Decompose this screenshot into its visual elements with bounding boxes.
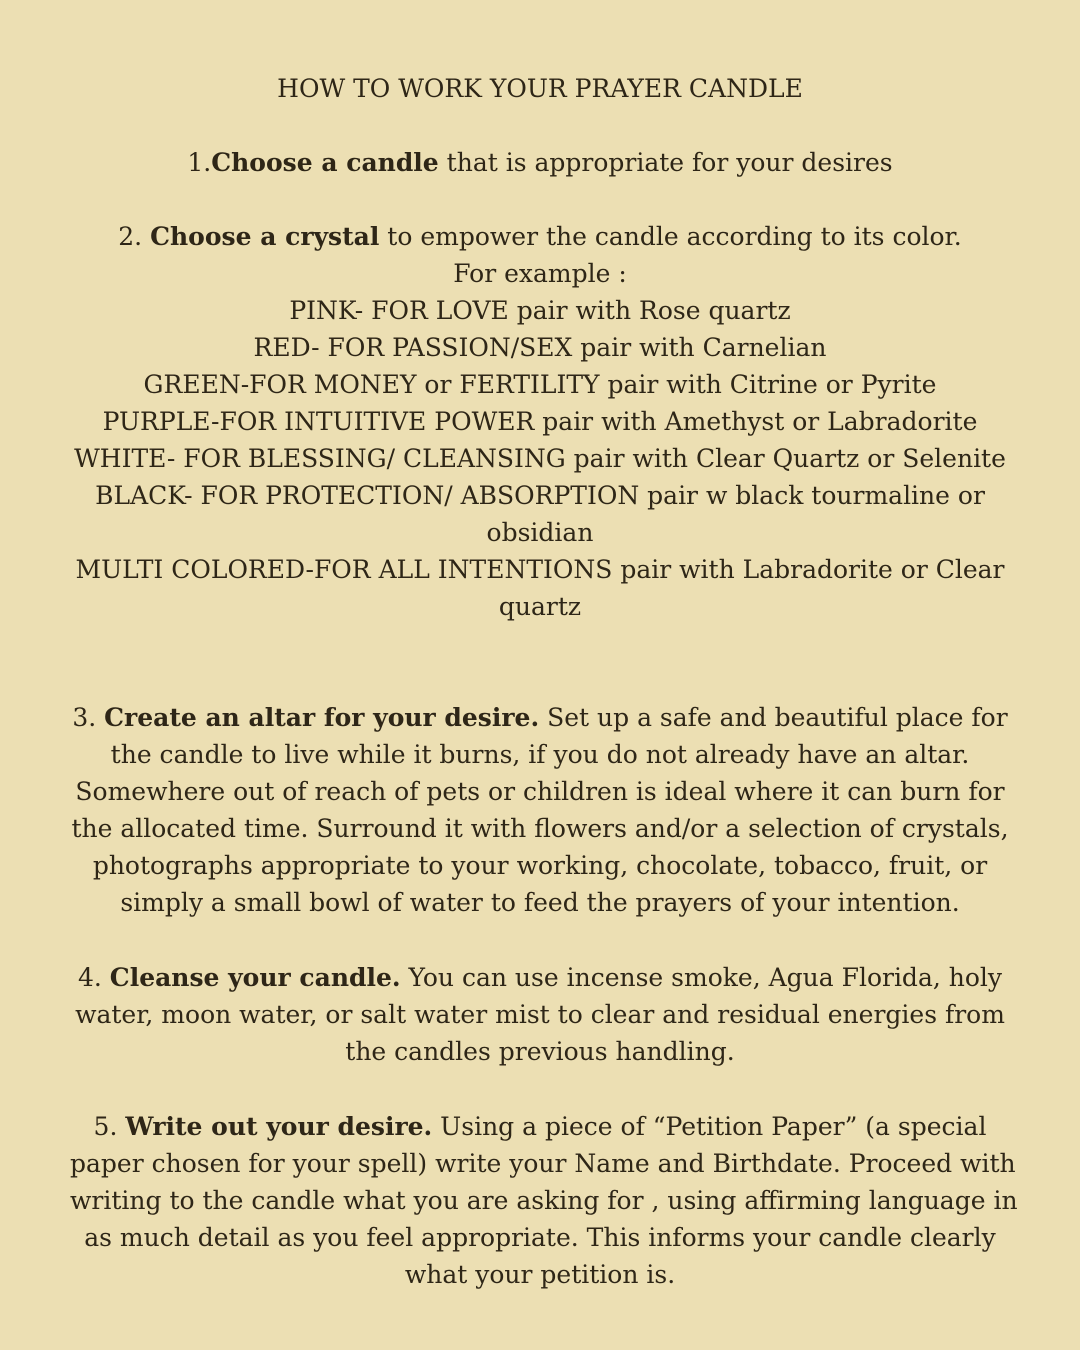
step-5-line: paper chosen for your spell) write your Name and Birthdate. Proceed with [70, 1149, 1016, 1178]
color-pair-line: PURPLE-FOR INTUITIVE POWER pair with Amethyst or Labradorite [102, 407, 978, 436]
page-title: HOW TO WORK YOUR PRAYER CANDLE [277, 74, 803, 103]
color-pair-line: quartz [498, 592, 582, 621]
step-3-heading: Create an altar for your desire. [104, 703, 540, 732]
step-1-text: that is appropriate for your desires [438, 148, 893, 177]
step-5-line: what your petition is. [404, 1260, 676, 1289]
step-4-line: the candles previous handling. [345, 1037, 735, 1066]
color-pair-line: BLACK- FOR PROTECTION/ ABSORPTION pair w black tourmaline or [95, 481, 985, 510]
color-pair-line: PINK- FOR LOVE pair with Rose quartz [289, 296, 791, 325]
step-5-line: as much detail as you feel appropriate. This informs your candle clearly [84, 1223, 996, 1252]
step-4-number: 4. [77, 963, 110, 992]
step-3-line: the allocated time. Surround it with flowers and/or a selection of crystals, [71, 814, 1009, 843]
step-3-line: Somewhere out of reach of pets or children is ideal where it can burn for [75, 777, 1005, 806]
color-pair-line: MULTI COLORED-FOR ALL INTENTIONS pair with Labradorite or Clear [75, 555, 1005, 584]
step-1 [0, 144, 1080, 181]
color-pair-line: RED- FOR PASSION/SEX pair with Carnelian [253, 333, 827, 362]
color-pair-line: obsidian [486, 518, 594, 547]
step-5-text: Using a piece of “Petition Paper” (a special [432, 1112, 987, 1141]
step-5-heading: Write out your desire. [125, 1112, 433, 1141]
step-3-number: 3. [72, 703, 105, 732]
step-2-text: to empower the candle according to its color. [379, 222, 962, 251]
step-3-text: Set up a safe and beautiful place for [539, 703, 1008, 732]
step-4-line [70, 959, 1010, 996]
step-5-line [70, 1108, 1010, 1145]
step-4-heading: Cleanse your candle. [109, 963, 401, 992]
step-2-heading: Choose a crystal [150, 222, 380, 251]
step-4 [70, 959, 1010, 1070]
example-label: For example : [453, 259, 627, 288]
step-3 [70, 699, 1010, 921]
step-4-text: You can use incense smoke, Agua Florida, holy [400, 963, 1003, 992]
step-3-line: simply a small bowl of water to feed the prayers of your intention. [120, 888, 960, 917]
step-3-line: photographs appropriate to your working, chocolate, tobacco, fruit, or [92, 851, 988, 880]
step-5-line: writing to the candle what you are asking for , using affirming language in [70, 1186, 1018, 1215]
color-pair-line: GREEN-FOR MONEY or FERTILITY pair with Citrine or Pyrite [143, 370, 937, 399]
step-1-number: 1. [187, 148, 212, 177]
step-2-number: 2. [118, 222, 151, 251]
step-1-heading: Choose a candle [211, 148, 439, 177]
step-2-intro [0, 218, 1080, 255]
step-3-line [70, 699, 1010, 736]
step-4-line: water, moon water, or salt water mist to clear and residual energies from [75, 1000, 1005, 1029]
step-5 [70, 1108, 1018, 1293]
step-3-line: the candle to live while it burns, if you do not already have an altar. [110, 740, 970, 769]
step-5-number: 5. [93, 1112, 126, 1141]
color-pair-line: WHITE- FOR BLESSING/ CLEANSING pair with Clear Quartz or Selenite [74, 444, 1006, 473]
step-2 [0, 218, 1080, 625]
